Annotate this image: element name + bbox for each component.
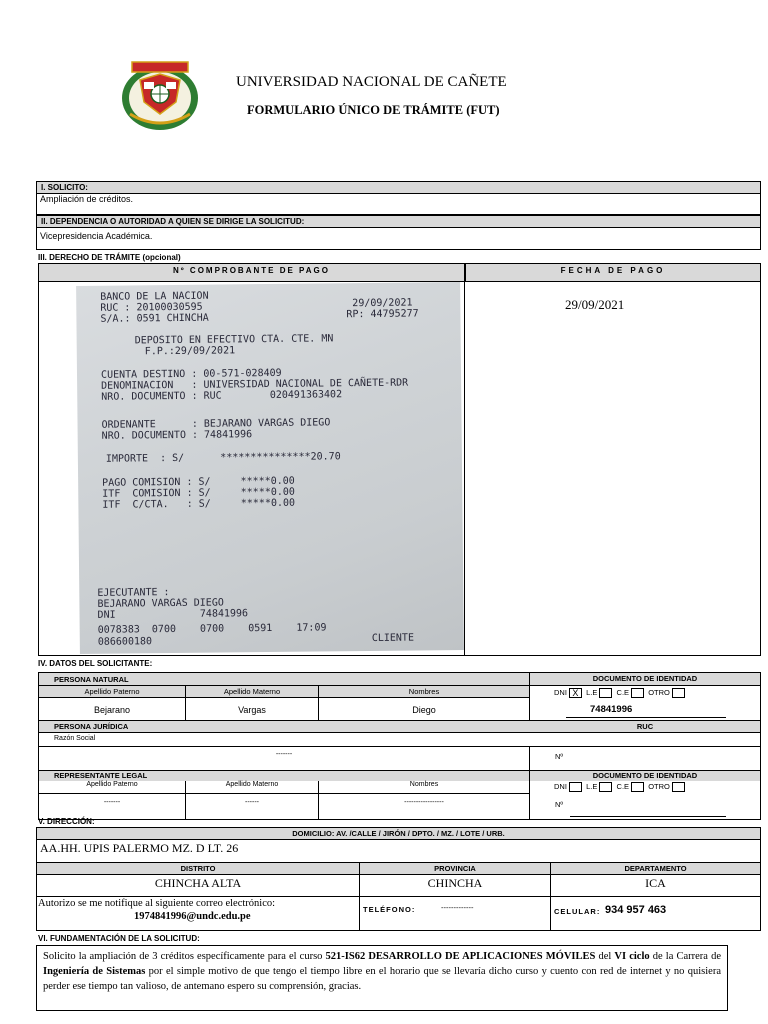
fundamentacion-text: Solicito la ampliación de 3 créditos específicamente para el curso 521-IS62 DESARROLLO DE APLICACIONES MÓVILES del VI ciclo de la Carrera de Ingeniería de Sistemas por el simple motivo de que tengo el tiempo libre en el horario que se llevaría dicho curso y cuento con red de internet y no quisiera perder ese tiempo tan valioso, de antemano espero su comprensión, gracias. <box>43 951 721 992</box>
university-logo <box>118 58 202 132</box>
receipt-line: CLIENTE <box>371 632 415 644</box>
rep-col-apellido-paterno: Apellido Paterno <box>86 781 138 788</box>
receipt-line: PAGO COMISION : S/ *****0.00 <box>102 475 295 489</box>
payment-receipt-image <box>76 282 464 654</box>
departamento-value: ICA <box>645 876 666 890</box>
section3-label: III. DERECHO DE TRÁMITE (opcional) <box>38 253 181 262</box>
receipt-line: NRO. DOCUMENTO : 74841996 <box>101 429 253 442</box>
email-value: 1974841996@undc.edu.pe <box>134 911 251 922</box>
receipt-line: DEPOSITO EN EFECTIVO CTA. CTE. MN <box>134 333 334 347</box>
receipt-line: 29/09/2021 <box>352 297 413 310</box>
date-col-header: FECHA DE PAGO <box>465 263 761 282</box>
ruc-no-label: Nº <box>555 752 564 761</box>
receipt-line: IMPORTE : S/ ***************20.70 <box>105 451 341 465</box>
receipt-line: NRO. DOCUMENTO : RUC 020491363402 <box>101 389 343 403</box>
section2-value-box <box>36 228 761 250</box>
rep-otro-checkbox[interactable] <box>672 782 685 792</box>
receipt-line: BEJARANO VARGAS DIEGO <box>97 597 224 610</box>
otro-checkbox[interactable] <box>672 688 685 698</box>
section5-label: V. DIRECCIÓN: <box>38 817 95 826</box>
apellido-paterno-value: Bejarano <box>93 705 131 715</box>
receipt-line: F.P.:29/09/2021 <box>144 345 236 358</box>
persona-natural-label: PERSONA NATURAL <box>54 675 129 684</box>
receipt-line: RUC : 20100030595 <box>100 301 203 314</box>
persona-juridica-label: PERSONA JURÍDICA <box>54 722 129 731</box>
section1-header: I. SOLICITO: <box>36 181 761 194</box>
dni-number: 74841996 <box>590 704 633 715</box>
section6-label: VI. FUNDAMENTACIÓN DE LA SOLICITUD: <box>38 934 200 943</box>
section1-value-box <box>36 193 761 215</box>
receipt-line: ITF C/CTA. : S/ *****0.00 <box>102 497 296 511</box>
col-distrito: DISTRITO <box>180 864 216 873</box>
receipt-line: CUENTA DESTINO : 00-571-028409 <box>100 367 282 381</box>
ruc-label: RUC <box>636 722 654 731</box>
form-title: FORMULARIO ÚNICO DE TRÁMITE (FUT) <box>247 103 500 117</box>
rep-nombres-value: ----------------- <box>404 799 444 806</box>
rep-dni-checkbox[interactable] <box>569 782 582 792</box>
receipt-line: 0078383 0700 0700 0591 17:09 <box>97 622 327 636</box>
section4-label: IV. DATOS DEL SOLICITANTE: <box>38 659 153 668</box>
fecha-pago-value: 29/09/2021 <box>565 297 625 312</box>
receipt-line: EJECUTANTE : <box>97 587 170 599</box>
carrera: Ingeniería de Sistemas <box>43 966 146 977</box>
solicito-value: Ampliación de créditos. <box>40 194 134 204</box>
receipt-line: ITF COMISION : S/ *****0.00 <box>102 486 295 500</box>
dependencia-value: Vicepresidencia Académica. <box>40 231 153 241</box>
rep-col-apellido-materno: Apellido Materno <box>225 781 279 788</box>
ciclo: VI ciclo <box>614 951 650 962</box>
rep-col-nombres: Nombres <box>409 781 439 788</box>
receipt-line: ORDENANTE : BEJARANO VARGAS DIEGO <box>101 417 331 431</box>
rep-apellido-paterno-value: ------- <box>103 799 121 806</box>
receipt-line: RP: 44795277 <box>346 308 419 321</box>
domicilio-value: AA.HH. UPIS PALERMO MZ. D LT. 26 <box>40 841 239 855</box>
receipt-line: DNI 74841996 <box>97 608 249 621</box>
col-nombres: Nombres <box>408 687 440 696</box>
rep-no-label: Nº <box>555 800 564 809</box>
representante-legal-label: REPRESENTANTE LEGAL <box>54 771 148 780</box>
receipt-line: DENOMINACION : UNIVERSIDAD NACIONAL DE CAÑETE-RDR <box>101 377 409 392</box>
receipt-line: 086600180 <box>97 636 153 648</box>
col-departamento: DEPARTAMENTO <box>624 864 687 873</box>
receipt-line: S/A.: 0591 CHINCHA <box>100 312 209 325</box>
university-name: UNIVERSIDAD NACIONAL DE CAÑETE <box>236 74 507 90</box>
receipt-col-header: Nº COMPROBANTE DE PAGO <box>38 263 465 282</box>
rep-le-checkbox[interactable] <box>599 782 612 792</box>
rep-apellido-materno-value: ------ <box>245 799 259 806</box>
razon-social-label: Razón Social <box>54 735 96 742</box>
col-apellido-paterno: Apellido Paterno <box>84 687 140 696</box>
fundamentacion-box <box>36 945 728 1011</box>
celular-label: CELULAR: <box>554 907 601 916</box>
ce-checkbox[interactable] <box>631 688 644 698</box>
le-checkbox[interactable] <box>599 688 612 698</box>
distrito-value: CHINCHA ALTA <box>154 876 242 890</box>
rep-ce-checkbox[interactable] <box>631 782 644 792</box>
doc-identidad-label: DOCUMENTO DE IDENTIDAD <box>592 674 698 683</box>
col-provincia: PROVINCIA <box>434 864 476 873</box>
domicilio-label: DOMICILIO: AV. /CALLE / JIRÓN / DPTO. / MZ. / LOTE / URB. <box>292 829 505 838</box>
razon-social-value: ------- <box>275 751 293 758</box>
receipt-line: BANCO DE LA NACION <box>100 290 209 303</box>
rep-doc-type-options: DNI L.E C.E OTRO <box>554 782 685 792</box>
section2-header: II. DEPENDENCIA O AUTORIDAD A QUIEN SE DIRIGE LA SOLICITUD: <box>36 215 761 228</box>
nombres-value: Diego <box>412 705 436 715</box>
dni-checkbox[interactable]: X <box>569 688 582 698</box>
doc-type-options: DNI X L.E C.E OTRO <box>554 688 685 698</box>
telefono-value: ------------- <box>441 903 474 912</box>
email-authorization-label: Autorizo se me notifique al siguiente correo electrónico: <box>38 898 276 909</box>
celular-value: 934 957 463 <box>605 904 667 916</box>
telefono-label: TELÉFONO: <box>363 905 416 914</box>
date-cell <box>465 282 761 656</box>
apellido-materno-value: Vargas <box>238 705 266 715</box>
provincia-value: CHINCHA <box>427 876 483 890</box>
rep-doc-identidad-label: DOCUMENTO DE IDENTIDAD <box>592 771 698 780</box>
course-name: 521-IS62 DESARROLLO DE APLICACIONES MÓVILES <box>325 951 596 962</box>
col-apellido-materno: Apellido Materno <box>223 687 281 696</box>
